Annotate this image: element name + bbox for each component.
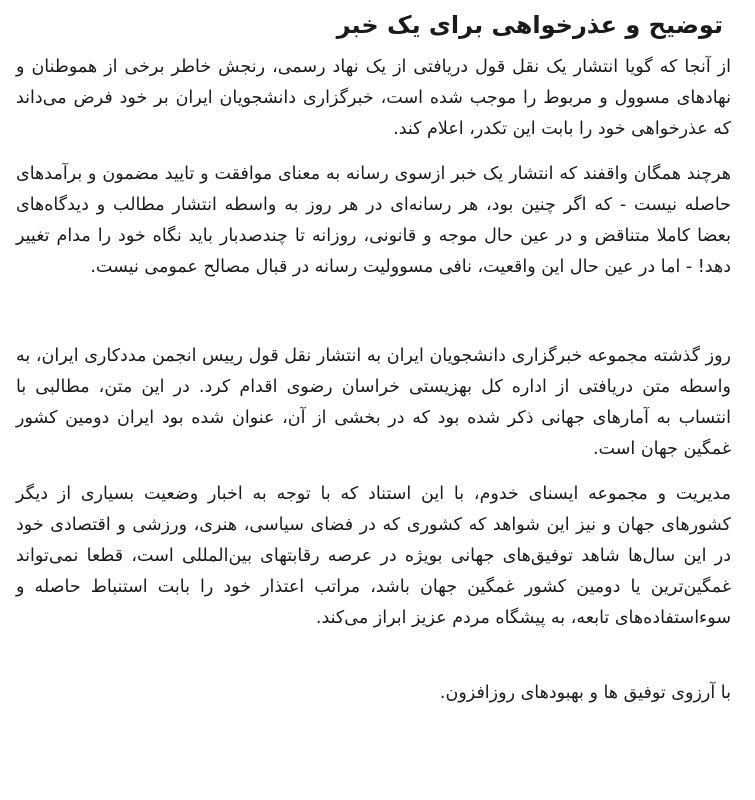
paragraph-media-responsibility: هرچند همگان واقفند که انتشار یک خبر ازسوی رسانه به معنای موافقت و تایید مضمون و برآمدهای حاصله نیست - که اگر چنین بود، هر رسانه‌ای در هر روز به واسطه انتشار مطالب و دیدگاه‌های بعضا کاملا متناقض و در عین حال موجه و قانونی، روزانه تا چندصدبار باید نگاه خود را مدام تغییر دهد! - اما در عین حال این واقعیت، نافی مسوولیت رسانه در قبال مصالح عمومی نیست. — [16, 164, 731, 277]
paragraph-management-apology: مدیریت و مجموعه ایسنای خدوم، با این استناد که با توجه به اخبار وضعیت بسیاری از دیگر کشورهای جهان و نیز این شواهد که کشوری که در فضای سیاسی، هنری، ورزشی و اقتصادی خود در این سال‌ها شاهد توفیق‌های جهانی بویژه در عرصه رقابتهای بین‌المللی است، قطعا نمی‌تواند غمگین‌ترین یا دومین کشور غمگین جهان باشد، مراتب اعتذار خود را بابت استنباط حاصله و سوءاستفاده‌های تابعه، به پیشگاه مردم عزیز ابراز می‌کند. — [16, 484, 731, 628]
document-title: توضیح و عذرخواهی برای یک خبر — [336, 11, 723, 39]
paragraph-news-background: روز گذشته مجموعه خبرگزاری دانشجویان ایران به انتشار نقل قول رییس انجمن مددکاری ایران، به واسطه متن دریافتی از اداره کل بهزیستی خراسان رضوی اقدام کرد. در این متن، مطالبی با انتساب به آمارهای جهانی ذکر شده بود که در بخشی از آن، عنوان شده بود ایران دومین کشور غمگین جهان است. — [16, 346, 731, 459]
closing-line: با آرزوی توفیق ها و بهبودهای روزافزون. — [439, 683, 731, 703]
paragraph-apology-intro: از آنجا که گویا انتشار یک نقل قول دریافتی از یک نهاد رسمی، رنجش خاطر برخی از هموطنان و نهادهای مسوول و مربوط را موجب شده است، خبرگزاری دانشجویان ایران بر خود فرض می‌داند که عذرخواهی خود را بابت این تکدر، اعلام کند. — [16, 57, 731, 139]
